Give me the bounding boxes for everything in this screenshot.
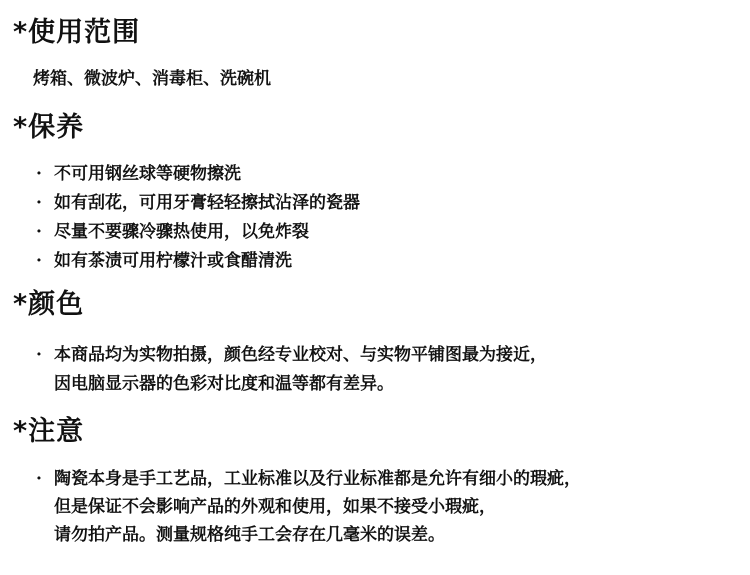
bullet-dot: · — [36, 345, 42, 365]
bullet-dot: · — [36, 469, 42, 489]
usage-text: 烤箱、微波炉、消毒柜、洗碗机 — [33, 69, 271, 89]
bullet-dot: · — [36, 251, 42, 271]
care-item — [36, 247, 360, 276]
care-item — [36, 189, 360, 218]
notice-section-title: *注意 — [13, 416, 85, 447]
color-item — [36, 341, 547, 399]
care-section-title: *保养 — [13, 112, 85, 143]
care-item — [36, 160, 360, 189]
notice-list — [36, 465, 581, 549]
color-text-line: 因电脑显示器的色彩对比度和温等都有差异。 — [54, 374, 394, 394]
care-item-text: 如有刮花，可用牙膏轻轻擦拭沾泽的瓷器 — [54, 193, 360, 213]
notice-text-line: 请勿拍产品。测量规格纯手工会存在几毫米的误差。 — [54, 525, 445, 545]
color-list — [36, 341, 547, 399]
notice-item — [36, 465, 581, 549]
bullet-dot: · — [36, 222, 42, 242]
care-item-text: 尽量不要骤冷骤热使用，以免炸裂 — [54, 222, 309, 242]
usage-section-title: *使用范围 — [13, 17, 141, 48]
care-item-text: 不可用钢丝球等硬物擦洗 — [54, 164, 241, 184]
care-item — [36, 218, 360, 247]
notice-text-line: 陶瓷本身是手工艺品，工业标准以及行业标准都是允许有细小的瑕疵， — [54, 469, 581, 489]
bullet-dot: · — [36, 164, 42, 184]
color-text-line: 本商品均为实物拍摄，颜色经专业校对、与实物平铺图最为接近， — [54, 345, 547, 365]
care-list — [36, 160, 360, 276]
bullet-dot: · — [36, 193, 42, 213]
color-section-title: *颜色 — [13, 289, 85, 320]
notice-text-line: 但是保证不会影响产品的外观和使用，如果不接受小瑕疵， — [54, 497, 496, 517]
care-item-text: 如有茶渍可用柠檬汁或食醋清洗 — [54, 251, 292, 271]
